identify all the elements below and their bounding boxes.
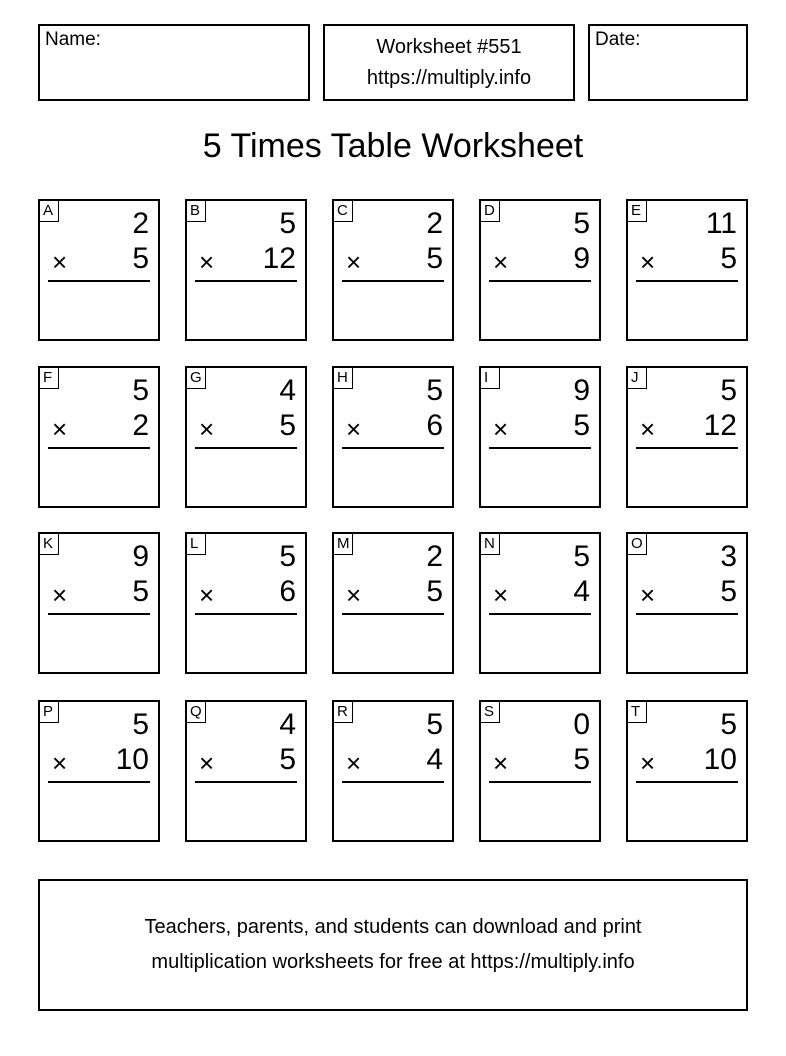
multiplicand: 5 xyxy=(426,374,443,407)
times-sign: × xyxy=(199,748,215,778)
times-sign: × xyxy=(640,748,656,778)
problem-card[interactable] xyxy=(332,532,454,674)
problem-letter: A xyxy=(39,200,59,222)
problem-card[interactable] xyxy=(185,199,307,341)
problem-letter: O xyxy=(627,533,647,555)
answer-line xyxy=(342,613,444,615)
multiplier: 5 xyxy=(573,743,590,776)
answer-line xyxy=(636,447,738,449)
footer-box xyxy=(38,879,748,1011)
problem-card[interactable] xyxy=(626,700,748,842)
problem-card[interactable] xyxy=(38,199,160,341)
problem-letter: M xyxy=(333,533,353,555)
multiplicand: 4 xyxy=(279,708,296,741)
multiplicand: 2 xyxy=(426,207,443,240)
answer-line xyxy=(195,447,297,449)
times-sign: × xyxy=(346,748,362,778)
multiplier: 10 xyxy=(703,743,737,776)
multiplier: 5 xyxy=(132,575,149,608)
problem-letter: I xyxy=(480,367,500,389)
times-sign: × xyxy=(640,414,656,444)
multiplier: 6 xyxy=(279,575,296,608)
multiplier: 5 xyxy=(426,575,443,608)
multiplier: 5 xyxy=(573,409,590,442)
multiplicand: 2 xyxy=(132,207,149,240)
problem-card[interactable] xyxy=(185,532,307,674)
date-label: Date: xyxy=(595,29,641,50)
problem-letter: F xyxy=(39,367,59,389)
problem-letter: P xyxy=(39,701,59,723)
answer-line xyxy=(489,781,591,783)
footer-line-1: Teachers, parents, and students can download and print xyxy=(144,916,642,938)
times-sign: × xyxy=(199,247,215,277)
answer-line xyxy=(489,280,591,282)
problem-card[interactable] xyxy=(332,700,454,842)
problem-letter: N xyxy=(480,533,500,555)
multiplicand: 5 xyxy=(720,708,737,741)
times-sign: × xyxy=(52,580,68,610)
answer-line xyxy=(48,280,150,282)
answer-line xyxy=(342,280,444,282)
answer-line xyxy=(195,781,297,783)
answer-line xyxy=(489,447,591,449)
problem-card[interactable] xyxy=(185,700,307,842)
multiplicand: 5 xyxy=(279,540,296,573)
multiplicand: 5 xyxy=(573,540,590,573)
multiplicand: 4 xyxy=(279,374,296,407)
answer-line xyxy=(342,447,444,449)
answer-line xyxy=(195,613,297,615)
answer-line xyxy=(636,280,738,282)
problem-letter: H xyxy=(333,367,353,389)
multiplicand: 0 xyxy=(573,708,590,741)
problem-card[interactable] xyxy=(38,532,160,674)
multiplicand: 2 xyxy=(426,540,443,573)
multiplier: 5 xyxy=(720,575,737,608)
problem-card[interactable] xyxy=(185,366,307,508)
times-sign: × xyxy=(493,414,509,444)
times-sign: × xyxy=(640,580,656,610)
problem-card[interactable] xyxy=(332,199,454,341)
problem-letter: B xyxy=(186,200,206,222)
multiplier: 5 xyxy=(426,242,443,275)
problem-card[interactable] xyxy=(479,532,601,674)
multiplier: 12 xyxy=(703,409,737,442)
multiplicand: 9 xyxy=(132,540,149,573)
times-sign: × xyxy=(52,748,68,778)
multiplicand: 11 xyxy=(705,207,737,240)
answer-line xyxy=(48,781,150,783)
problem-letter: G xyxy=(186,367,206,389)
page-title: 5 Times Table Worksheet xyxy=(202,127,584,165)
multiplicand: 5 xyxy=(132,708,149,741)
problem-letter: K xyxy=(39,533,59,555)
times-sign: × xyxy=(493,247,509,277)
multiplicand: 5 xyxy=(132,374,149,407)
times-sign: × xyxy=(346,414,362,444)
times-sign: × xyxy=(346,247,362,277)
problem-card[interactable] xyxy=(479,366,601,508)
multiplier: 9 xyxy=(573,242,590,275)
problem-card[interactable] xyxy=(332,366,454,508)
answer-line xyxy=(489,613,591,615)
name-label: Name: xyxy=(45,29,101,50)
problem-card[interactable] xyxy=(626,199,748,341)
problem-letter: J xyxy=(627,367,647,389)
footer-line-2: multiplication worksheets for free at https://multiply.info xyxy=(151,951,635,973)
problem-letter: Q xyxy=(186,701,206,723)
multiplier: 5 xyxy=(720,242,737,275)
problem-card[interactable] xyxy=(479,700,601,842)
problem-letter: E xyxy=(627,200,647,222)
problem-letter: S xyxy=(480,701,500,723)
multiplier: 4 xyxy=(573,575,590,608)
problem-card[interactable] xyxy=(38,366,160,508)
answer-line xyxy=(48,613,150,615)
multiplier: 2 xyxy=(132,409,149,442)
multiplier: 10 xyxy=(115,743,149,776)
times-sign: × xyxy=(52,247,68,277)
problem-letter: C xyxy=(333,200,353,222)
times-sign: × xyxy=(199,414,215,444)
multiplier: 6 xyxy=(426,409,443,442)
multiplicand: 5 xyxy=(426,708,443,741)
multiplicand: 9 xyxy=(573,374,590,407)
multiplier: 5 xyxy=(279,409,296,442)
multiplicand: 5 xyxy=(279,207,296,240)
times-sign: × xyxy=(493,580,509,610)
worksheet-number: Worksheet #551 xyxy=(376,36,522,58)
times-sign: × xyxy=(346,580,362,610)
multiplier: 4 xyxy=(426,743,443,776)
problem-card[interactable] xyxy=(626,532,748,674)
answer-line xyxy=(636,781,738,783)
worksheet-url: https://multiply.info xyxy=(366,67,532,89)
answer-line xyxy=(195,280,297,282)
answer-line xyxy=(342,781,444,783)
problem-letter: R xyxy=(333,701,353,723)
multiplier: 5 xyxy=(279,743,296,776)
times-sign: × xyxy=(493,748,509,778)
multiplier: 5 xyxy=(132,242,149,275)
problem-card[interactable] xyxy=(479,199,601,341)
problem-letter: L xyxy=(186,533,206,555)
times-sign: × xyxy=(52,414,68,444)
problem-letter: T xyxy=(627,701,647,723)
multiplicand: 3 xyxy=(720,540,737,573)
multiplicand: 5 xyxy=(573,207,590,240)
times-sign: × xyxy=(199,580,215,610)
times-sign: × xyxy=(640,247,656,277)
multiplier: 12 xyxy=(262,242,296,275)
problem-letter: D xyxy=(480,200,500,222)
problem-card[interactable] xyxy=(626,366,748,508)
answer-line xyxy=(48,447,150,449)
multiplicand: 5 xyxy=(720,374,737,407)
problem-card[interactable] xyxy=(38,700,160,842)
answer-line xyxy=(636,613,738,615)
